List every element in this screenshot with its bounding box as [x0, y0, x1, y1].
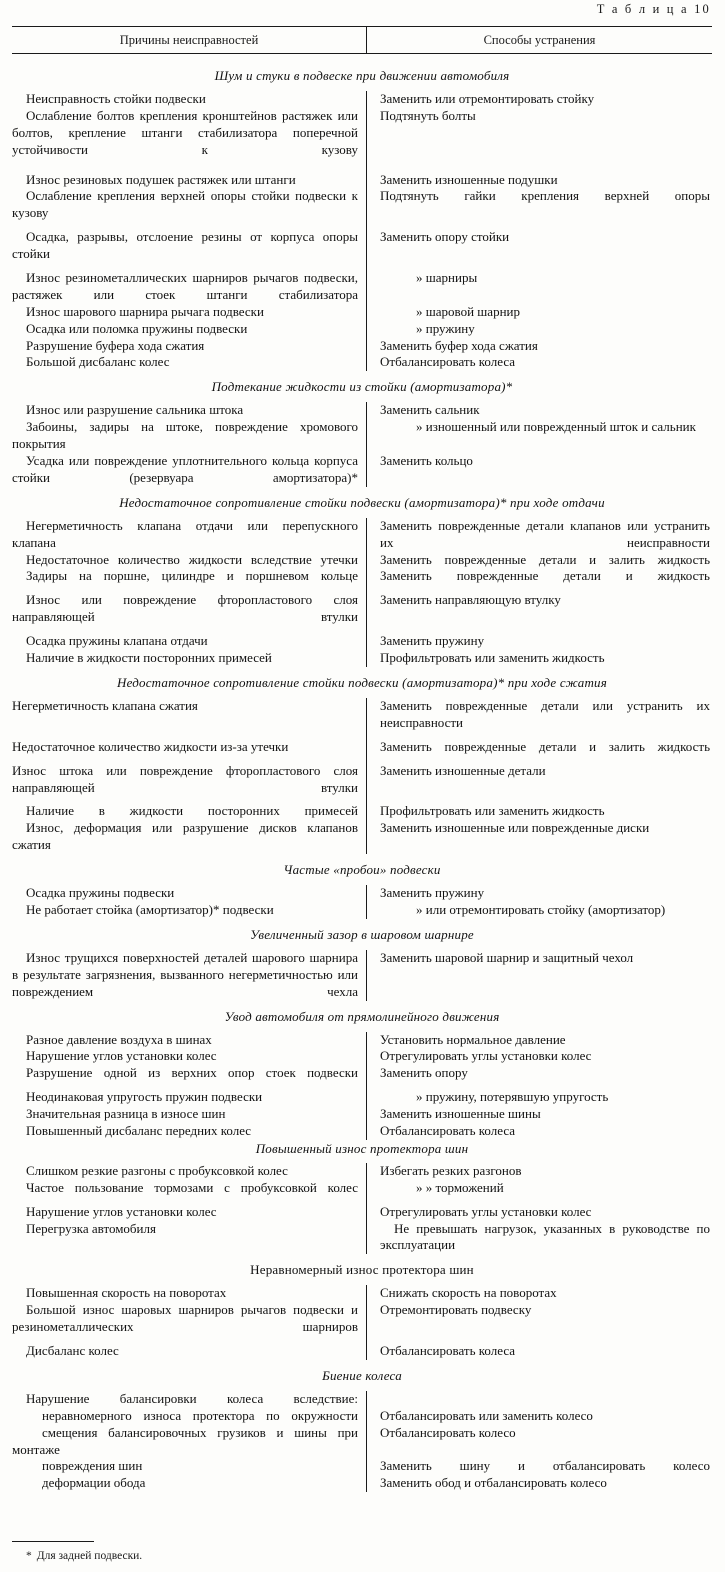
table-row [12, 820, 712, 854]
remedy-cell [366, 1065, 712, 1082]
row-spacer [12, 626, 712, 633]
table-row [12, 1180, 712, 1197]
remedy-cell [366, 1458, 712, 1475]
remedy-cell [366, 1475, 712, 1492]
table-row [12, 1302, 712, 1336]
cause-text: Наличие в жидкости посторонних примесей [26, 803, 358, 819]
row-spacer [12, 1082, 712, 1089]
footnote-text: Для задней подвески. [36, 1550, 143, 1562]
remedy-text: Заменить буфер хода сжатия [380, 337, 538, 353]
cause-text: Негерметичность клапана сжатия [12, 697, 198, 713]
cause-text: Недостаточное количество жидкости вследствие утечки [26, 551, 358, 567]
cause-cell [12, 354, 366, 371]
section-rows [12, 698, 712, 854]
cause-cell [12, 453, 366, 487]
column-header-causes: Причины неисправностей [119, 32, 259, 47]
cause-cell [12, 552, 366, 569]
row-spacer [12, 1336, 712, 1343]
table-row [12, 1391, 712, 1408]
remedy-text: Заменить пружину [380, 885, 485, 901]
section-title: Повышенный износ протектора шин [255, 1140, 469, 1156]
table-row [12, 321, 712, 338]
remedy-cell [366, 453, 712, 470]
remedy-text: Отремонтировать подвеску [380, 1302, 532, 1318]
remedy-text: Установить нормальное давление [380, 1031, 566, 1047]
cause-text: Нарушение балансировки колеса вследствие: [26, 1390, 358, 1406]
cause-cell [12, 91, 366, 108]
remedy-cell [366, 950, 712, 967]
table-row [12, 91, 712, 108]
remedy-cell [366, 650, 712, 667]
footnote-divider [12, 1541, 94, 1542]
cause-cell [12, 1458, 366, 1475]
remedy-text: Заменить изношенные или поврежденные диски [380, 820, 650, 836]
remedy-cell [366, 1180, 712, 1197]
remedy-text: » или отремонтировать стойку (амортизатор) [416, 901, 666, 917]
cause-cell [12, 1425, 366, 1459]
cause-cell [12, 1408, 366, 1425]
cause-text: Осадка пружины клапана отдачи [26, 633, 208, 649]
cause-cell [12, 739, 366, 756]
table-row [12, 304, 712, 321]
cause-cell [12, 270, 366, 304]
cause-text: Разное давление воздуха в шинах [26, 1031, 212, 1047]
remedy-cell [366, 1089, 712, 1106]
cause-cell [12, 1391, 366, 1408]
cause-text: Повышенная скорость на поворотах [26, 1285, 227, 1301]
remedy-text: Заменить поврежденные детали и залить жидкость [380, 551, 710, 567]
footnote-marker: * [26, 1550, 32, 1562]
remedy-text: Заменить сальник [380, 402, 480, 418]
table-number: Т а б л и ц а 10 [596, 2, 711, 16]
remedy-text: Заменить опору стойки [380, 229, 510, 245]
remedy-cell [366, 763, 712, 780]
remedy-text: Отбалансировать колесо [380, 1424, 516, 1440]
remedy-text: Отбалансировать колеса [380, 1342, 516, 1358]
cause-text: Нарушение углов установки колес [26, 1203, 217, 1219]
remedy-cell [366, 1204, 712, 1221]
remedy-cell [366, 902, 712, 919]
cause-cell [12, 1089, 366, 1106]
table-row [12, 633, 712, 650]
cause-text: Осадка или поломка пружины подвески [26, 320, 248, 336]
cause-text: Износ штока или повреждение фторопластового слоя направляющей втулки [12, 762, 358, 795]
table-header [12, 26, 712, 54]
remedy-text: Заменить поврежденные детали и жидкость [380, 568, 710, 584]
table-row [12, 1475, 712, 1492]
remedy-cell [366, 698, 712, 732]
cause-text: Усадка или повреждение уплотнительного кольца корпуса стойки (резервуара амортизатора)* [12, 453, 358, 485]
table-row [12, 354, 712, 371]
cause-cell [12, 304, 366, 321]
section-title: Частые «пробои» подвески [283, 862, 441, 878]
table-row [12, 1163, 712, 1180]
remedy-cell [366, 1408, 712, 1425]
cause-cell [12, 1302, 366, 1336]
cause-text: Большой дисбаланс колес [26, 354, 170, 370]
cause-cell [12, 650, 366, 667]
row-spacer [12, 159, 712, 172]
cause-text: Задиры на поршне, цилиндре и поршневом кольце [26, 568, 358, 584]
section-title: Шум и стуки в подвеске при движении автомобиля [214, 68, 510, 83]
remedy-cell [366, 1425, 712, 1442]
cause-cell [12, 803, 366, 820]
cause-text: Значительная разница в износе шин [26, 1106, 226, 1122]
cause-text: Осадка, разрывы, отслоение резины от корпуса опоры стойки [12, 229, 358, 262]
section-rows [12, 1163, 712, 1254]
section-rows [12, 91, 712, 371]
cause-text: Забоины, задиры на штоке, повреждение хромового покрытия [12, 419, 358, 452]
remedy-cell [366, 229, 712, 246]
table-row [12, 950, 712, 1001]
remedy-text: Заменить или отремонтировать стойку [380, 91, 595, 106]
cause-text: Разрушение одной из верхних опор стоек подвески [26, 1065, 358, 1081]
cause-text: Осадка пружины подвески [26, 885, 175, 901]
cause-text: Износ резинометаллических шарниров рычагов подвески, растяжек или стоек штанги стабилизатора [12, 270, 358, 302]
section-rows [12, 1391, 712, 1492]
table-row [12, 1285, 712, 1302]
cause-cell [12, 1180, 366, 1197]
table-row [12, 338, 712, 355]
table-row [12, 188, 712, 222]
remedy-text: Заменить изношенные подушки [380, 171, 558, 187]
section-rows [12, 1032, 712, 1140]
cause-cell [12, 188, 366, 222]
cause-cell [12, 338, 366, 355]
cause-text: Нарушение углов установки колес [26, 1048, 217, 1064]
cause-text: Износ, деформация или разрушение дисков клапанов сжатия [12, 820, 358, 853]
cause-text: Недостаточное количество жидкости из-за утечки [12, 738, 289, 754]
remedy-text: Подтянуть гайки крепления верхней опоры [380, 188, 710, 204]
remedy-text: » пружину [416, 320, 475, 336]
table-row [12, 1123, 712, 1140]
section-title: Недостаточное сопротивление стойки подвески (амортизатора)* при ходе сжатия [116, 674, 607, 690]
remedy-cell [366, 108, 712, 125]
table-row [12, 1343, 712, 1360]
section-title: Подтекание жидкости из стойки (амортизатора)* [211, 379, 513, 395]
cause-cell [12, 419, 366, 453]
remedy-text: Избегать резких разгонов [380, 1162, 522, 1178]
section-title: Увод автомобиля от прямолинейного движения [224, 1008, 500, 1024]
cause-text: неравномерного износа протектора по окружности [42, 1407, 358, 1423]
remedy-text: Отбалансировать колеса [380, 1122, 516, 1138]
cause-text: Слишком резкие разгоны с пробуксовкой колес [26, 1162, 288, 1178]
table-body [12, 60, 712, 1492]
cause-cell [12, 518, 366, 552]
table-row [12, 650, 712, 667]
remedy-text: Профильтровать или заменить жидкость [380, 650, 605, 666]
table-row [12, 1065, 712, 1082]
row-spacer [12, 263, 712, 270]
remedy-text: Профильтровать или заменить жидкость [380, 803, 605, 819]
table-row [12, 552, 712, 569]
table-row [12, 1089, 712, 1106]
table-row [12, 763, 712, 797]
table-row [12, 518, 712, 552]
table-row [12, 902, 712, 919]
table-row [12, 1458, 712, 1475]
row-spacer [12, 756, 712, 763]
cause-cell [12, 1106, 366, 1123]
remedy-cell [366, 1163, 712, 1180]
remedy-cell [366, 172, 712, 189]
remedy-cell [366, 188, 712, 205]
section-title: Недостаточное сопротивление стойки подвески (амортизатора)* при ходе отдачи [119, 494, 605, 510]
table-row [12, 803, 712, 820]
remedy-text: Не превышать нагрузок, указанных в руководстве по эксплуатации [380, 1220, 710, 1253]
table-row [12, 1221, 712, 1255]
remedy-cell [366, 270, 712, 287]
remedy-text: » » торможений [416, 1179, 504, 1195]
remedy-cell [366, 1302, 712, 1319]
remedy-text: Отрегулировать углы установки колес [380, 1048, 592, 1064]
cause-cell [12, 763, 366, 797]
remedy-cell [366, 1106, 712, 1123]
remedy-text: Заменить пружину [380, 633, 485, 649]
cause-cell [12, 1343, 366, 1360]
cause-cell [12, 1163, 366, 1180]
remedy-cell [366, 592, 712, 609]
table-row [12, 698, 712, 732]
cause-cell [12, 1204, 366, 1221]
remedy-cell [366, 803, 712, 820]
remedy-text: Заменить направляющую втулку [380, 592, 561, 608]
section-title: Неравномерный износ протектора шин [250, 1262, 474, 1278]
cause-cell [12, 902, 366, 919]
column-header-remedies: Способы устранения [366, 27, 712, 53]
cause-text: смещения балансировочных грузиков и шины при монтаже [12, 1424, 358, 1457]
table-row [12, 108, 712, 159]
section-rows [12, 1285, 712, 1360]
cause-cell [12, 108, 366, 159]
cause-text: Ослабление болтов крепления кронштейнов растяжек или болтов, крепление штанги стабилизатора поперечной устойчивости к кузову [12, 107, 358, 157]
remedy-cell [366, 739, 712, 756]
table-row [12, 1425, 712, 1459]
table-row [12, 739, 712, 756]
remedy-cell [366, 1285, 712, 1302]
table-row [12, 270, 712, 304]
remedy-text: Снижать скорость на поворотах [380, 1285, 557, 1301]
remedy-cell [366, 568, 712, 585]
cause-cell [12, 172, 366, 189]
cause-text: Ослабление крепления верхней опоры стойки подвески к кузову [12, 188, 358, 221]
remedy-text: Заменить изношенные детали [380, 762, 546, 778]
section-rows [12, 885, 712, 919]
cause-cell [12, 1123, 366, 1140]
remedy-text: » шаровой шарнир [416, 303, 520, 319]
remedy-text: Отрегулировать углы установки колес [380, 1203, 592, 1219]
cause-cell [12, 1475, 366, 1492]
cause-cell [12, 229, 366, 263]
remedy-cell [366, 354, 712, 371]
remedy-text: Подтянуть болты [380, 107, 476, 123]
table-row [12, 1204, 712, 1221]
cause-cell [12, 1221, 366, 1238]
cause-text: Перегрузка автомобиля [26, 1220, 156, 1236]
row-spacer [12, 222, 712, 229]
section-title: Биение колеса [322, 1367, 402, 1383]
table-row [12, 229, 712, 263]
cause-cell [12, 1065, 366, 1082]
table-row [12, 419, 712, 453]
table-row [12, 1032, 712, 1049]
remedy-text: Заменить поврежденные детали и залить жидкость [380, 738, 710, 754]
cause-text: Износ шарового шарнира рычага подвески [26, 303, 264, 319]
remedy-cell [366, 91, 712, 108]
cause-cell [12, 1048, 366, 1065]
remedy-cell [366, 1123, 712, 1140]
remedy-text: Заменить шину и отбалансировать колесо [380, 1458, 710, 1474]
remedy-cell [366, 552, 712, 569]
remedy-cell [366, 338, 712, 355]
table-row [12, 172, 712, 189]
remedy-cell [366, 1048, 712, 1065]
section-rows [12, 518, 712, 667]
remedy-text: Заменить кольцо [380, 453, 473, 469]
remedy-cell [366, 518, 712, 552]
table-row [12, 885, 712, 902]
table-row [12, 1106, 712, 1123]
remedy-text: Заменить обод и отбалансировать колесо [380, 1475, 607, 1491]
cause-cell [12, 402, 366, 419]
remedy-cell [366, 820, 712, 837]
remedy-text: Отбалансировать колеса [380, 354, 516, 370]
table-row [12, 1048, 712, 1065]
remedy-cell [366, 633, 712, 650]
cause-cell [12, 885, 366, 902]
cause-text: Негерметичность клапана отдачи или перепускного клапана [12, 517, 358, 550]
table-row [12, 402, 712, 419]
cause-text: Износ или разрушение сальника штока [26, 402, 244, 418]
remedy-cell [366, 885, 712, 902]
cause-cell [12, 820, 366, 854]
cause-text: Неисправность стойки подвески [26, 91, 206, 106]
remedy-text: Заменить опору [380, 1065, 468, 1081]
row-spacer [12, 585, 712, 592]
section-rows [12, 402, 712, 486]
remedy-cell [366, 419, 712, 436]
cause-cell [12, 698, 366, 715]
cause-text: Большой износ шаровых шарниров рычагов подвески и резинометаллических шарниров [12, 1302, 358, 1335]
remedy-text: Заменить поврежденные детали клапанов или устранить их неисправности [380, 517, 710, 550]
cause-text: Износ трущихся поверхностей деталей шарового шарнира в результате загрязнения, вызванного негерметичностью или повреждением чехла [12, 949, 358, 999]
remedy-cell [366, 304, 712, 321]
cause-text: Разрушение буфера хода сжатия [26, 337, 205, 353]
remedy-text: Отбалансировать или заменить колесо [380, 1407, 593, 1423]
cause-cell [12, 1032, 366, 1049]
section-title: Увеличенный зазор в шаровом шарнире [250, 926, 474, 942]
remedy-text: » изношенный или поврежденный шток и сальник [416, 419, 696, 435]
row-spacer [12, 796, 712, 803]
cause-cell [12, 1285, 366, 1302]
remedy-text: Заменить поврежденные детали или устранить их неисправности [380, 697, 710, 730]
table-row [12, 453, 712, 487]
cause-cell [12, 633, 366, 650]
remedy-cell [366, 1221, 712, 1255]
cause-text: деформации обода [42, 1475, 146, 1491]
cause-text: Износ или повреждение фторопластового слоя направляющей втулки [12, 592, 358, 625]
footnote [26, 1550, 142, 1562]
cause-text: Наличие в жидкости посторонних примесей [26, 650, 272, 666]
cause-text: Износ резиновых подушек растяжек или штанги [26, 171, 296, 187]
cause-cell [12, 568, 366, 585]
table-row [12, 568, 712, 585]
cause-cell [12, 950, 366, 1001]
table-row [12, 1408, 712, 1425]
row-spacer [12, 732, 712, 739]
row-spacer [12, 1197, 712, 1204]
remedy-text: Заменить изношенные шины [380, 1106, 541, 1122]
cause-text: Повышенный дисбаланс передних колес [26, 1122, 252, 1138]
table-row [12, 592, 712, 626]
cause-cell [12, 321, 366, 338]
remedy-cell [366, 321, 712, 338]
cause-cell [12, 592, 366, 626]
remedy-cell [366, 1032, 712, 1049]
cause-text: Не работает стойка (амортизатор)* подвески [26, 901, 274, 917]
remedy-text: Заменить шаровой шарнир и защитный чехол [380, 949, 634, 965]
cause-text: Частое пользование тормозами с пробуксовкой колес [26, 1179, 358, 1195]
cause-text: Неодинаковая упругость пружин подвески [26, 1089, 263, 1105]
remedy-cell [366, 1343, 712, 1360]
remedy-text: » шарниры [416, 270, 478, 286]
cause-text: Дисбаланс колес [26, 1342, 119, 1358]
section-rows [12, 950, 712, 1001]
cause-text: повреждения шин [42, 1458, 143, 1474]
remedy-cell [366, 402, 712, 419]
remedy-text: » пружину, потерявшую упругость [416, 1089, 609, 1105]
